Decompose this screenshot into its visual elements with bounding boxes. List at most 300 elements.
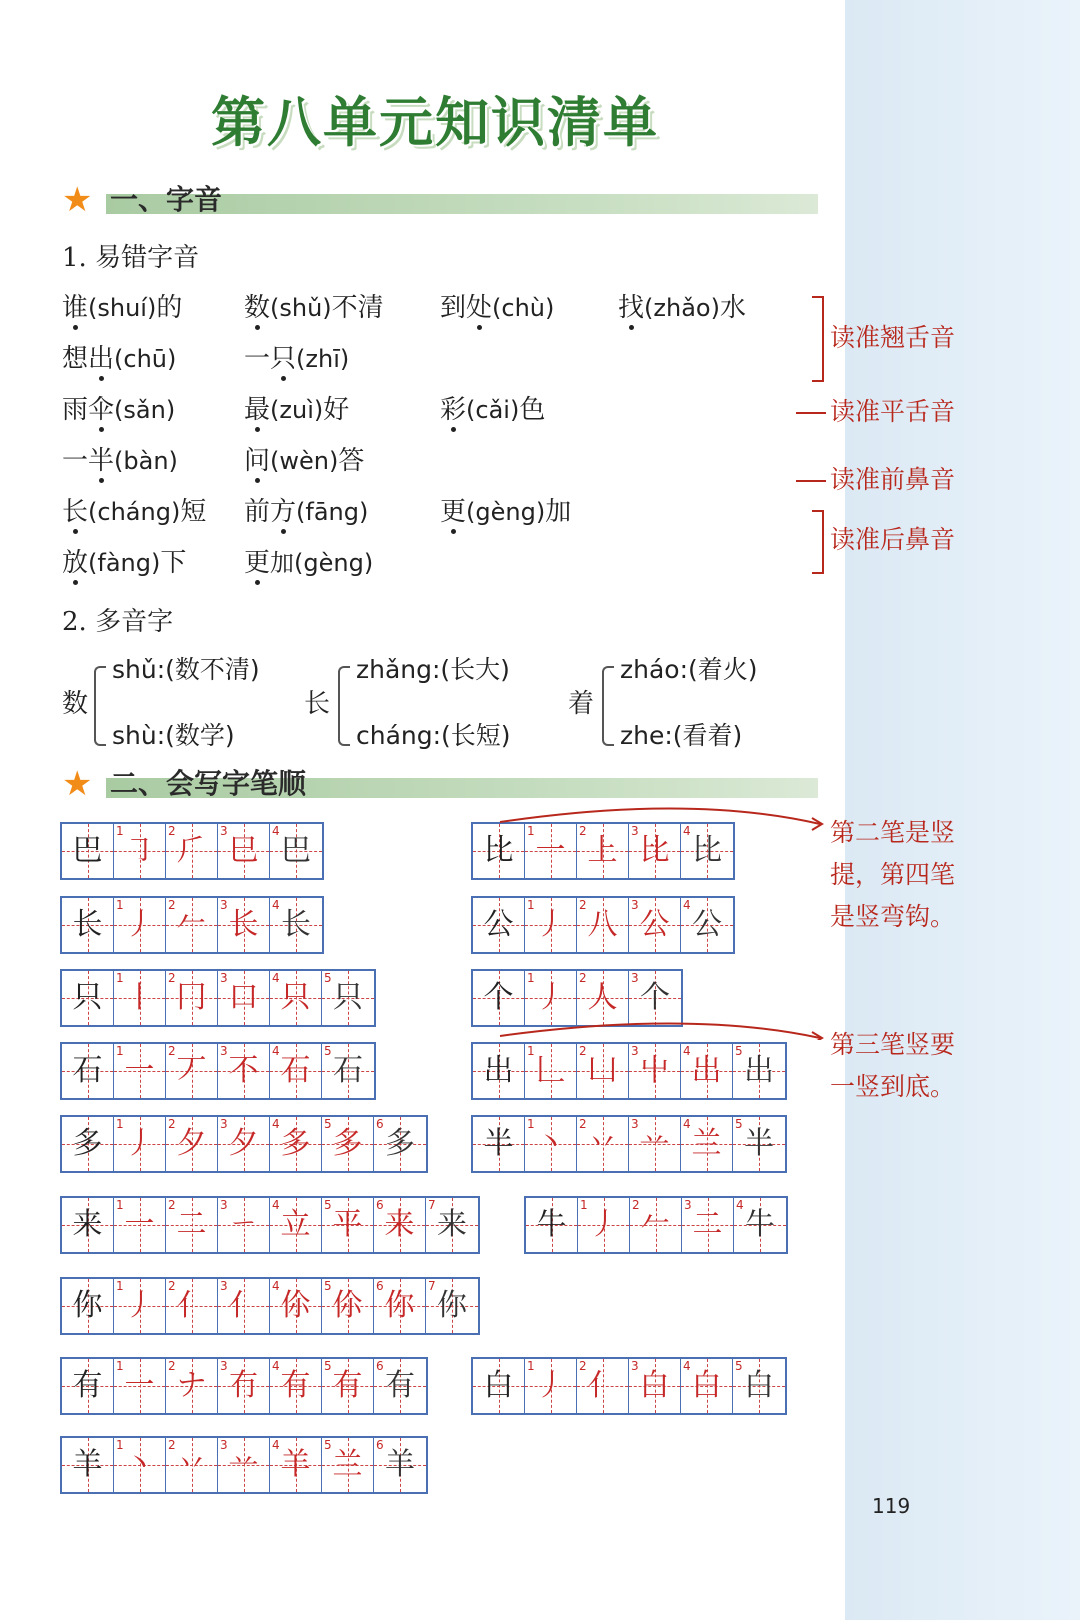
word-entry: [618, 290, 746, 326]
step-number: 3: [220, 1117, 228, 1131]
stroke-step: 来: [384, 1207, 415, 1242]
stroke-step: 你: [437, 1288, 467, 1323]
stroke-step: ㇆: [124, 833, 155, 868]
stroke-step: 有: [280, 1368, 311, 1403]
step-number: 2: [579, 971, 587, 985]
word-entry: [62, 392, 175, 428]
grid-cell-step: [218, 1198, 270, 1252]
pinyin: (shǔ): [270, 294, 332, 322]
stroke-step: 比: [639, 833, 670, 868]
grid-cell-step: [166, 971, 218, 1025]
poly-reading-b: cháng:(长短): [356, 721, 511, 750]
grid-cell-main: [62, 1044, 114, 1098]
stroke-step: 𠃊: [535, 1053, 566, 1088]
stroke-step: 丆: [176, 1053, 207, 1088]
stroke-step: 一: [124, 1053, 155, 1088]
pinyin: (fāng): [296, 498, 369, 526]
stroke-step: 丶: [124, 1447, 155, 1482]
grid-cell-step: [270, 1359, 322, 1413]
step-number: 2: [579, 898, 587, 912]
main-char: 牛: [536, 1207, 567, 1242]
pinyin: (shuí): [88, 294, 157, 322]
side-margin: [845, 0, 1080, 1620]
grid-cell-step: [166, 1198, 218, 1252]
grid-cell-step: [218, 971, 270, 1025]
stroke-step: 一: [535, 833, 566, 868]
word-prefix: 雨: [62, 395, 89, 425]
grid-cell-step: [114, 1359, 166, 1413]
stroke-order-grid: [60, 896, 324, 954]
grid-cell-step: [114, 1117, 166, 1171]
stroke-step: 多: [280, 1126, 311, 1161]
word-prefix: 一: [62, 446, 89, 476]
stroke-step: 人: [587, 980, 618, 1015]
word-entry: [244, 545, 373, 581]
step-number: 2: [579, 824, 587, 838]
step-number: 1: [116, 1117, 124, 1131]
stroke-order-grid: [471, 969, 683, 1027]
step-number: 5: [324, 1279, 332, 1293]
stroke-step: 冇: [228, 1368, 259, 1403]
step-number: 2: [168, 1279, 176, 1293]
poly-char-3: 着: [568, 689, 595, 719]
dotted-char: 谁: [62, 293, 89, 323]
grid-cell-step: [114, 1198, 166, 1252]
stroke-step: 巴: [281, 833, 311, 868]
step-number: 3: [631, 824, 639, 838]
step-number: 3: [631, 1044, 639, 1058]
step-number: 6: [376, 1279, 384, 1293]
grid-cell-step: [322, 1198, 374, 1252]
stroke-step: 白: [639, 1368, 670, 1403]
stroke-step: 二: [176, 1207, 207, 1242]
word-suffix: 加: [545, 497, 572, 527]
main-char: 半: [483, 1126, 514, 1161]
word-suffix: 短: [180, 497, 207, 527]
step-number: 3: [631, 898, 639, 912]
step-number: 3: [220, 1198, 228, 1212]
step-number: 2: [168, 1198, 176, 1212]
grid-cell-main: [473, 824, 525, 878]
grid-cell-step: [577, 824, 629, 878]
grid-cell-step: [270, 1438, 322, 1492]
stroke-step: 比: [692, 833, 722, 868]
stroke-step: 出: [744, 1053, 774, 1088]
grid-cell-step: [218, 1117, 270, 1171]
grid-cell-step: [114, 1438, 166, 1492]
poly-reading-b: zhe:(看着): [620, 721, 743, 750]
stroke-step: 兰: [691, 1126, 722, 1161]
step-number: 2: [168, 971, 176, 985]
grid-cell-step: [629, 898, 681, 952]
step-number: 4: [272, 971, 280, 985]
stroke-step: 𠂉: [640, 1207, 671, 1242]
bracket-4: [812, 510, 824, 574]
stroke-step: 羊: [385, 1447, 415, 1482]
stroke-step: 冂: [176, 980, 207, 1015]
pinyin: (zhǎo): [644, 294, 720, 322]
step-number: 3: [631, 971, 639, 985]
grid-cell-main: [62, 1359, 114, 1413]
word-entry: [244, 290, 384, 326]
stroke-step: 只: [280, 980, 311, 1015]
grid-cell-step: [629, 824, 681, 878]
stroke-step: 亻: [228, 1288, 259, 1323]
stroke-step: 丿: [588, 1207, 619, 1242]
step-number: 5: [324, 1198, 332, 1212]
word-entry: [62, 494, 206, 530]
stroke-order-grid: [60, 822, 324, 880]
word-entry: [62, 443, 178, 479]
grid-cell-step: [218, 1359, 270, 1413]
stroke-step: 亻: [176, 1288, 207, 1323]
step-number: 3: [220, 1359, 228, 1373]
stroke-step: 多: [332, 1126, 363, 1161]
dotted-char: 方: [270, 497, 297, 527]
grid-cell-main: [62, 971, 114, 1025]
grid-cell-step: [525, 824, 577, 878]
grid-cell-step: [374, 1279, 426, 1333]
stroke-note-1: 第二笔是竖提，第四笔是竖弯钩。: [830, 818, 956, 931]
stroke-step: ㄧ: [228, 1207, 259, 1242]
stroke-step: 丿: [535, 907, 566, 942]
step-number: 1: [116, 1198, 124, 1212]
stroke-step: 石: [333, 1053, 363, 1088]
step-number: 3: [684, 1198, 692, 1212]
step-number: 3: [220, 971, 228, 985]
grid-cell-step: [270, 1279, 322, 1333]
stroke-step: 丿: [124, 1288, 155, 1323]
stroke-step: 不: [228, 1053, 259, 1088]
grid-cell-main: [62, 898, 114, 952]
grid-cell-step: [166, 1117, 218, 1171]
dotted-char: 更: [244, 548, 271, 578]
step-number: 2: [168, 1438, 176, 1452]
stroke-step: 𠂉: [176, 907, 207, 942]
note-back-nasal: 读准后鼻音: [830, 525, 956, 554]
step-number: 1: [116, 1438, 124, 1452]
step-number: 4: [272, 1198, 280, 1212]
grid-cell-step: [114, 1279, 166, 1333]
word-entry: [244, 341, 349, 377]
grid-cell-step: [426, 1279, 478, 1333]
stroke-step: 来: [437, 1207, 467, 1242]
grid-cell-step: [681, 1117, 733, 1171]
grid-cell-step: [734, 1198, 786, 1252]
step-number: 4: [683, 824, 691, 838]
step-number: 4: [272, 898, 280, 912]
step-number: 2: [168, 1044, 176, 1058]
pinyin: (fàng): [88, 549, 161, 577]
word-suffix: 答: [338, 446, 365, 476]
grid-cell-step: [577, 1117, 629, 1171]
step-number: 2: [168, 898, 176, 912]
stroke-step: 丿: [124, 907, 155, 942]
main-char: 巴: [72, 833, 103, 868]
line-2: [796, 412, 826, 414]
stroke-step: 牛: [745, 1207, 775, 1242]
stroke-note-2: 第三笔竖要一竖到底。: [830, 1030, 956, 1101]
word-suffix: 的: [156, 293, 183, 323]
word-suffix: 色: [519, 395, 546, 425]
main-char: 多: [72, 1126, 103, 1161]
grid-cell-step: [629, 971, 681, 1025]
step-number: 2: [579, 1117, 587, 1131]
main-char: 个: [483, 980, 514, 1015]
stroke-step: 凵: [587, 1053, 618, 1088]
step-number: 1: [116, 1044, 124, 1058]
grid-cell-step: [166, 1438, 218, 1492]
grid-cell-step: [525, 1117, 577, 1171]
main-char: 只: [72, 980, 103, 1015]
note-retroflex: 读准翘舌音: [830, 323, 956, 352]
step-number: 1: [580, 1198, 588, 1212]
step-number: 2: [632, 1198, 640, 1212]
dotted-char: 只: [270, 344, 297, 374]
word-entry: [440, 494, 571, 530]
grid-cell-step: [166, 898, 218, 952]
main-char: 白: [483, 1368, 514, 1403]
step-number: 2: [579, 1044, 587, 1058]
dotted-char: 找: [618, 293, 645, 323]
pinyin: (chù): [492, 294, 555, 322]
stroke-order-grid: [60, 1115, 428, 1173]
step-number: 4: [683, 1117, 691, 1131]
step-number: 5: [735, 1359, 743, 1373]
pinyin: 加(gèng): [270, 549, 374, 577]
step-number: 2: [168, 1359, 176, 1373]
section-label: 一、字音: [110, 183, 223, 216]
grid-cell-step: [681, 1359, 733, 1413]
stroke-order-grid: [60, 1436, 428, 1494]
grid-cell-step: [166, 1359, 218, 1413]
step-number: 1: [116, 1279, 124, 1293]
poly-char-2: 长: [304, 689, 331, 719]
step-number: 1: [116, 1359, 124, 1373]
grid-cell-step: [525, 1359, 577, 1413]
subheading-1: 1. 易错字音: [62, 243, 200, 273]
stroke-order-grid: [60, 1277, 480, 1335]
grid-cell-main: [473, 898, 525, 952]
stroke-step: 上: [587, 833, 618, 868]
step-number: 5: [324, 1044, 332, 1058]
stroke-step: 夕: [228, 1126, 259, 1161]
poly-reading-a: shǔ:(数不清): [112, 655, 260, 684]
section-label: 二、会写字笔顺: [110, 767, 307, 800]
step-number: 1: [527, 1117, 535, 1131]
grid-cell-step: [218, 824, 270, 878]
grid-cell-step: [525, 898, 577, 952]
pinyin: (cháng): [88, 498, 181, 526]
stroke-order-grid: [60, 1042, 376, 1100]
grid-cell-step: [374, 1359, 426, 1413]
stroke-step: 白: [691, 1368, 722, 1403]
step-number: 1: [527, 971, 535, 985]
word-suffix: 好: [323, 395, 350, 425]
pinyin: (bàn): [114, 447, 178, 475]
grid-cell-step: [426, 1198, 478, 1252]
stroke-step: 伱: [280, 1288, 311, 1323]
step-number: 2: [168, 1117, 176, 1131]
step-number: 7: [428, 1279, 436, 1293]
stroke-step: 兰: [332, 1447, 363, 1482]
stroke-step: 有: [332, 1368, 363, 1403]
stroke-order-grid: [60, 1196, 480, 1254]
step-number: 2: [168, 824, 176, 838]
step-number: 6: [376, 1438, 384, 1452]
stroke-step: 公: [639, 907, 670, 942]
grid-cell-step: [578, 1198, 630, 1252]
stroke-step: 夕: [176, 1126, 207, 1161]
stroke-step: 你: [384, 1288, 415, 1323]
stroke-step: 多: [385, 1126, 415, 1161]
stroke-step: 丶: [535, 1126, 566, 1161]
word-prefix: 前: [244, 497, 271, 527]
step-number: 1: [527, 824, 535, 838]
grid-cell-step: [322, 1359, 374, 1413]
section-header-1: [62, 180, 818, 220]
main-char: 羊: [72, 1447, 103, 1482]
grid-cell-step: [733, 1117, 785, 1171]
step-number: 3: [631, 1359, 639, 1373]
grid-cell-main: [62, 1438, 114, 1492]
step-number: 3: [220, 824, 228, 838]
grid-cell-step: [577, 1044, 629, 1098]
main-char: 出: [483, 1053, 514, 1088]
word-prefix: 一: [244, 344, 271, 374]
stroke-step: 丷: [176, 1447, 207, 1482]
step-number: 4: [683, 1044, 691, 1058]
bracket-1: [812, 296, 824, 382]
section-header-2: [62, 764, 818, 804]
dotted-char: 更: [440, 497, 467, 527]
grid-cell-step: [114, 824, 166, 878]
grid-cell-main: [62, 1198, 114, 1252]
word-prefix: 想: [62, 344, 89, 374]
dotted-char: 问: [244, 446, 271, 476]
stroke-step: 长: [281, 907, 311, 942]
stroke-step: 立: [280, 1207, 311, 1242]
grid-cell-step: [270, 1198, 322, 1252]
note-front-nasal: 读准前鼻音: [830, 465, 956, 494]
step-number: 5: [735, 1117, 743, 1131]
stroke-step: 屮: [639, 1053, 670, 1088]
grid-cell-step: [270, 898, 322, 952]
pinyin: (chū): [114, 345, 177, 373]
grid-cell-main: [473, 1117, 525, 1171]
stroke-order-grid: [524, 1196, 788, 1254]
stroke-step: 丨: [124, 980, 155, 1015]
word-suffix: 不清: [331, 293, 384, 323]
main-char: 有: [72, 1368, 103, 1403]
grid-cell-step: [374, 1117, 426, 1171]
step-number: 3: [220, 1044, 228, 1058]
word-entry: [62, 545, 186, 581]
word-suffix: 水: [719, 293, 746, 323]
step-number: 4: [683, 1359, 691, 1373]
grid-cell-step: [218, 898, 270, 952]
stroke-step: 䒑: [228, 1447, 259, 1482]
step-number: 3: [220, 898, 228, 912]
stroke-step: 亻: [587, 1368, 618, 1403]
grid-cell-step: [166, 824, 218, 878]
grid-cell-step: [166, 1279, 218, 1333]
stroke-step: 巳: [228, 833, 259, 868]
stroke-step: 个: [640, 980, 670, 1015]
grid-cell-step: [629, 1359, 681, 1413]
main-char: 你: [72, 1288, 103, 1323]
stroke-order-grid: [471, 822, 735, 880]
poly-reading-a: zháo:(着火): [620, 655, 758, 684]
step-number: 4: [272, 1438, 280, 1452]
dotted-char: 出: [88, 344, 115, 374]
grid-cell-step: [270, 824, 322, 878]
stroke-step: 羊: [280, 1447, 311, 1482]
word-entry: [440, 290, 554, 326]
grid-cell-step: [629, 1044, 681, 1098]
step-number: 5: [735, 1044, 743, 1058]
main-char: 比: [483, 833, 514, 868]
dotted-char: 长: [62, 497, 89, 527]
grid-cell-step: [525, 971, 577, 1025]
step-number: 1: [527, 1044, 535, 1058]
stroke-step: 伱: [332, 1288, 363, 1323]
step-number: 6: [376, 1117, 384, 1131]
word-entry: [244, 494, 368, 530]
grid-cell-step: [681, 898, 733, 952]
stroke-step: 丿: [535, 980, 566, 1015]
page-title: 第八单元知识清单: [211, 90, 659, 154]
stroke-step: 䒑: [639, 1126, 670, 1161]
grid-cell-step: [166, 1044, 218, 1098]
step-number: 4: [683, 898, 691, 912]
word-entry: [440, 392, 545, 428]
grid-cell-step: [218, 1279, 270, 1333]
poly-brace: [602, 666, 614, 746]
grid-cell-main: [62, 1117, 114, 1171]
stroke-order-grid: [60, 1357, 428, 1415]
step-number: 4: [272, 824, 280, 838]
star-icon: ★: [62, 180, 93, 220]
line-3: [796, 480, 826, 482]
stroke-step: 二: [692, 1207, 723, 1242]
star-icon: ★: [62, 764, 93, 804]
main-char: 长: [72, 907, 103, 942]
step-number: 6: [376, 1198, 384, 1212]
stroke-order-grid: [471, 1357, 787, 1415]
stroke-step: 一: [124, 1207, 155, 1242]
grid-cell-main: [62, 1279, 114, 1333]
stroke-step: 有: [385, 1368, 415, 1403]
pinyin: (sǎn): [114, 396, 176, 424]
stroke-step: 长: [228, 907, 259, 942]
page-number: 119: [872, 1494, 911, 1518]
stroke-step: 出: [691, 1053, 722, 1088]
grid-cell-step: [322, 1279, 374, 1333]
grid-cell-step: [733, 1044, 785, 1098]
step-number: 1: [116, 971, 124, 985]
grid-cell-step: [374, 1198, 426, 1252]
poly-brace: [338, 666, 350, 746]
dotted-char: 处: [466, 293, 493, 323]
grid-cell-step: [525, 1044, 577, 1098]
stroke-step: ⺁: [176, 833, 207, 868]
grid-cell-main: [473, 971, 525, 1025]
main-char: 公: [483, 907, 514, 942]
grid-cell-step: [629, 1117, 681, 1171]
step-number: 5: [324, 971, 332, 985]
stroke-step: 石: [280, 1053, 311, 1088]
